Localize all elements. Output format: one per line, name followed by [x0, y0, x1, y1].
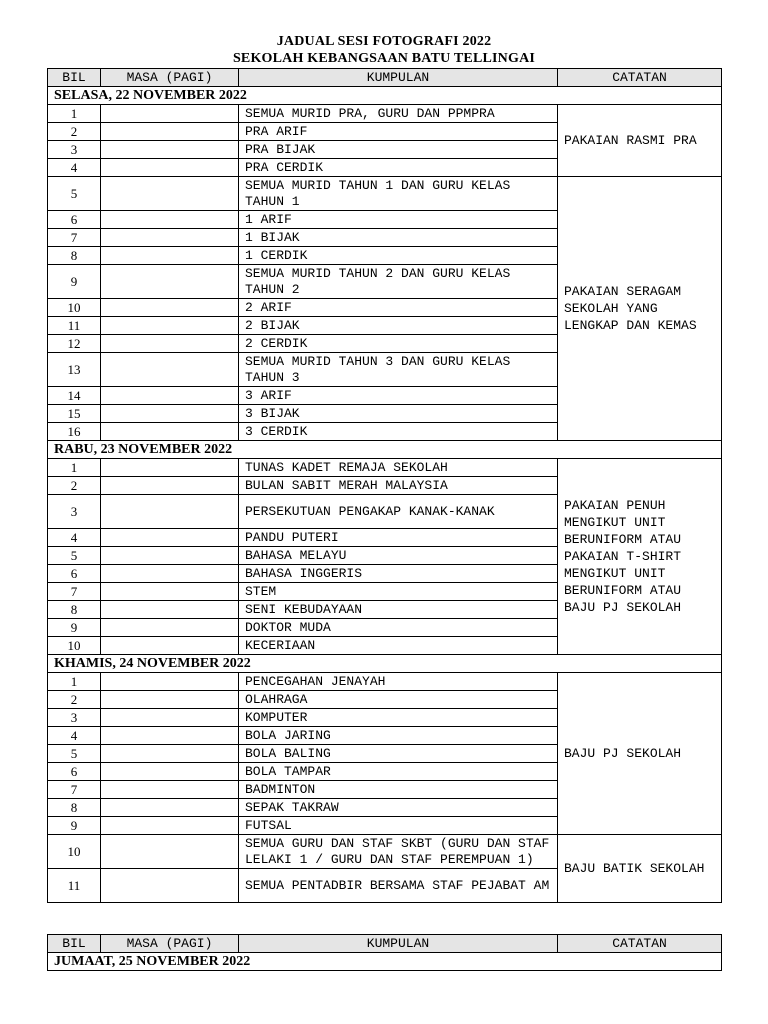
bil-cell: 12	[48, 335, 101, 353]
masa-cell	[101, 799, 239, 817]
masa-cell	[101, 141, 239, 159]
kumpulan-cell: OLAHRAGA	[239, 691, 558, 709]
table-row	[48, 835, 722, 869]
header-catatan: CATATAN	[558, 935, 722, 953]
catatan-cell: BAJU PJ SEKOLAH	[558, 673, 722, 835]
bil-cell: 3	[48, 495, 101, 529]
day-label: KHAMIS, 24 NOVEMBER 2022	[48, 655, 722, 673]
masa-cell	[101, 869, 239, 903]
kumpulan-cell: BOLA TAMPAR	[239, 763, 558, 781]
school-name: SEKOLAH KEBANGSAAN BATU TELLINGAI	[232, 51, 536, 66]
header-row	[48, 935, 722, 953]
masa-cell	[101, 745, 239, 763]
bil-cell: 10	[48, 637, 101, 655]
bil-cell: 9	[48, 619, 101, 637]
day-row	[48, 441, 722, 459]
masa-cell	[101, 601, 239, 619]
day-row	[48, 655, 722, 673]
kumpulan-cell: FUTSAL	[239, 817, 558, 835]
masa-cell	[101, 763, 239, 781]
table-row	[48, 105, 722, 123]
bil-cell: 8	[48, 247, 101, 265]
masa-cell	[101, 691, 239, 709]
bil-cell: 9	[48, 817, 101, 835]
masa-cell	[101, 619, 239, 637]
bil-cell: 7	[48, 229, 101, 247]
kumpulan-cell: PRA BIJAK	[239, 141, 558, 159]
kumpulan-cell: 3 ARIF	[239, 387, 558, 405]
kumpulan-cell: PRA CERDIK	[239, 159, 558, 177]
masa-cell	[101, 335, 239, 353]
kumpulan-cell: SEMUA MURID TAHUN 3 DAN GURU KELAS TAHUN 3	[239, 353, 558, 387]
masa-cell	[101, 265, 239, 299]
masa-cell	[101, 565, 239, 583]
header-kumpulan: KUMPULAN	[239, 935, 558, 953]
kumpulan-cell: PRA ARIF	[239, 123, 558, 141]
bil-cell: 14	[48, 387, 101, 405]
schedule-body	[48, 87, 722, 903]
bil-cell: 6	[48, 211, 101, 229]
bil-cell: 2	[48, 477, 101, 495]
kumpulan-cell: SEMUA MURID TAHUN 2 DAN GURU KELAS TAHUN 2	[239, 265, 558, 299]
bil-cell: 10	[48, 299, 101, 317]
masa-cell	[101, 177, 239, 211]
bil-cell: 8	[48, 799, 101, 817]
masa-cell	[101, 477, 239, 495]
masa-cell	[101, 123, 239, 141]
header-bil: BIL	[48, 935, 101, 953]
masa-cell	[101, 247, 239, 265]
masa-cell	[101, 423, 239, 441]
bil-cell: 2	[48, 123, 101, 141]
kumpulan-cell: 1 CERDIK	[239, 247, 558, 265]
kumpulan-cell: KECERIAAN	[239, 637, 558, 655]
kumpulan-cell: 3 BIJAK	[239, 405, 558, 423]
header-masa: MASA (PAGI)	[101, 69, 239, 87]
masa-cell	[101, 727, 239, 745]
catatan-cell: PAKAIAN RASMI PRA	[558, 105, 722, 177]
masa-cell	[101, 387, 239, 405]
bil-cell: 10	[48, 835, 101, 869]
catatan-cell: BAJU BATIK SEKOLAH	[558, 835, 722, 903]
masa-cell	[101, 673, 239, 691]
masa-cell	[101, 299, 239, 317]
kumpulan-cell: PERSEKUTUAN PENGAKAP KANAK-KANAK	[239, 495, 558, 529]
kumpulan-cell: SEMUA MURID PRA, GURU DAN PPMPRA	[239, 105, 558, 123]
kumpulan-cell: 2 CERDIK	[239, 335, 558, 353]
masa-cell	[101, 459, 239, 477]
bil-cell: 4	[48, 159, 101, 177]
masa-cell	[101, 547, 239, 565]
masa-cell	[101, 637, 239, 655]
masa-cell	[101, 495, 239, 529]
kumpulan-cell: SEMUA GURU DAN STAF SKBT (GURU DAN STAF LELAKI 1 / GURU DAN STAF PEREMPUAN 1)	[239, 835, 558, 869]
day-label: JUMAAT, 25 NOVEMBER 2022	[48, 953, 722, 971]
kumpulan-cell: PENCEGAHAN JENAYAH	[239, 673, 558, 691]
table-row	[48, 459, 722, 477]
kumpulan-cell: 2 BIJAK	[239, 317, 558, 335]
masa-cell	[101, 583, 239, 601]
masa-cell	[101, 835, 239, 869]
table-row	[48, 177, 722, 211]
bil-cell: 1	[48, 673, 101, 691]
masa-cell	[101, 709, 239, 727]
kumpulan-cell: PANDU PUTERI	[239, 529, 558, 547]
bil-cell: 2	[48, 691, 101, 709]
header-kumpulan: KUMPULAN	[239, 69, 558, 87]
bil-cell: 9	[48, 265, 101, 299]
bil-cell: 11	[48, 317, 101, 335]
day-row	[48, 953, 722, 971]
bil-cell: 16	[48, 423, 101, 441]
kumpulan-cell: SEMUA MURID TAHUN 1 DAN GURU KELAS TAHUN 1	[239, 177, 558, 211]
bil-cell: 4	[48, 529, 101, 547]
document-title: JADUAL SESI FOTOGRAFI 2022	[276, 34, 492, 49]
bil-cell: 7	[48, 583, 101, 601]
bil-cell: 5	[48, 547, 101, 565]
bil-cell: 3	[48, 141, 101, 159]
bil-cell: 4	[48, 727, 101, 745]
masa-cell	[101, 159, 239, 177]
kumpulan-cell: SENI KEBUDAYAAN	[239, 601, 558, 619]
bil-cell: 1	[48, 459, 101, 477]
masa-cell	[101, 529, 239, 547]
kumpulan-cell: 3 CERDIK	[239, 423, 558, 441]
bil-cell: 8	[48, 601, 101, 619]
header-row	[48, 69, 722, 87]
masa-cell	[101, 229, 239, 247]
kumpulan-cell: KOMPUTER	[239, 709, 558, 727]
kumpulan-cell: STEM	[239, 583, 558, 601]
bil-cell: 7	[48, 781, 101, 799]
header-masa: MASA (PAGI)	[101, 935, 239, 953]
bil-cell: 5	[48, 745, 101, 763]
masa-cell	[101, 105, 239, 123]
kumpulan-cell: BOLA JARING	[239, 727, 558, 745]
schedule-table	[47, 68, 722, 903]
masa-cell	[101, 317, 239, 335]
day-label: RABU, 23 NOVEMBER 2022	[48, 441, 722, 459]
kumpulan-cell: BAHASA INGGERIS	[239, 565, 558, 583]
bil-cell: 11	[48, 869, 101, 903]
kumpulan-cell: 1 ARIF	[239, 211, 558, 229]
bil-cell: 5	[48, 177, 101, 211]
masa-cell	[101, 211, 239, 229]
kumpulan-cell: BULAN SABIT MERAH MALAYSIA	[239, 477, 558, 495]
bil-cell: 1	[48, 105, 101, 123]
header-bil: BIL	[48, 69, 101, 87]
kumpulan-cell: DOKTOR MUDA	[239, 619, 558, 637]
kumpulan-cell: BOLA BALING	[239, 745, 558, 763]
kumpulan-cell: 1 BIJAK	[239, 229, 558, 247]
catatan-cell: PAKAIAN SERAGAM SEKOLAH YANG LENGKAP DAN KEMAS	[558, 177, 722, 441]
bil-cell: 13	[48, 353, 101, 387]
header-catatan: CATATAN	[558, 69, 722, 87]
bil-cell: 15	[48, 405, 101, 423]
masa-cell	[101, 353, 239, 387]
table-row	[48, 673, 722, 691]
masa-cell	[101, 405, 239, 423]
bil-cell: 3	[48, 709, 101, 727]
day-label: SELASA, 22 NOVEMBER 2022	[48, 87, 722, 105]
bil-cell: 6	[48, 763, 101, 781]
catatan-cell: PAKAIAN PENUH MENGIKUT UNIT BERUNIFORM ATAU PAKAIAN T-SHIRT MENGIKUT UNIT BERUNIFORM ATAU BAJU PJ SEKOLAH	[558, 459, 722, 655]
day-row	[48, 87, 722, 105]
kumpulan-cell: SEMUA PENTADBIR BERSAMA STAF PEJABAT AM	[239, 869, 558, 903]
schedule-table-2	[47, 934, 722, 971]
kumpulan-cell: SEPAK TAKRAW	[239, 799, 558, 817]
masa-cell	[101, 817, 239, 835]
kumpulan-cell: 2 ARIF	[239, 299, 558, 317]
masa-cell	[101, 781, 239, 799]
kumpulan-cell: TUNAS KADET REMAJA SEKOLAH	[239, 459, 558, 477]
bil-cell: 6	[48, 565, 101, 583]
kumpulan-cell: BAHASA MELAYU	[239, 547, 558, 565]
kumpulan-cell: BADMINTON	[239, 781, 558, 799]
